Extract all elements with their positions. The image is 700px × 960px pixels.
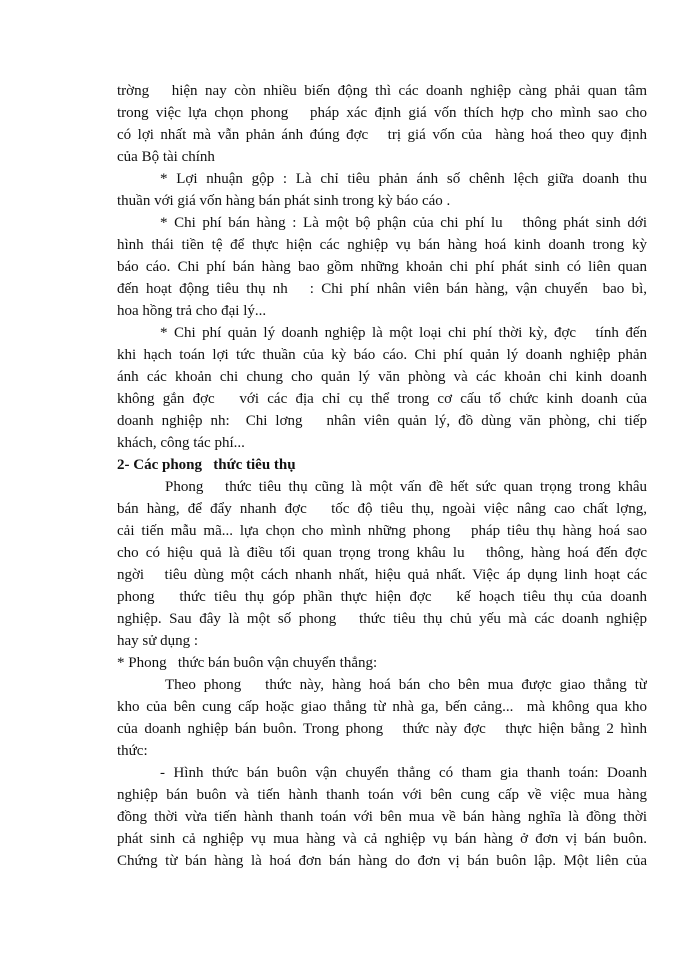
text-line: * Chi phí quản lý doanh nghiệp là một loại chi phí thời kỳ, đợc tính đến <box>160 325 647 341</box>
text-line: cho có hiệu quả là điều tối quan trọng trong khâu lu thông, hàng hoá đến đợc <box>117 545 647 561</box>
text-line: báo cáo. Chi phí bán hàng bao gồm những khoản chi phí phát sinh có liên quan <box>117 259 647 275</box>
text-line: phát sinh cả nghiệp vụ mua hàng và cả nghiệp vụ bán hàng ở đơn vị bán buôn. <box>117 831 647 847</box>
text-line: khách, công tác phí... <box>117 435 245 451</box>
text-line: của Bộ tài chính <box>117 149 215 165</box>
text-line: nghiệp. Sau đây là một số phong thức tiêu thụ chủ yếu mà các doanh nghiệp <box>117 611 647 627</box>
text-line: cải tiến mẫu mã... lựa chọn cho mình những phong pháp tiêu thụ hàng hoá sao <box>117 523 647 539</box>
text-line: ánh các khoản chi chung cho quản lý văn phòng và các khoản chi kinh doanh <box>117 369 647 385</box>
text-line: ngời tiêu dùng một cách nhanh nhất, hiệu quả nhất. Việc áp dụng linh hoạt các <box>117 567 647 583</box>
text-line: * Lợi nhuận gộp : Là chỉ tiêu phản ánh số chênh lệch giữa doanh thu <box>160 171 647 187</box>
text-line: thuần với giá vốn hàng bán phát sinh trong kỳ báo cáo . <box>117 193 451 209</box>
text-line: thức: <box>117 743 148 759</box>
text-line: Phong thức tiêu thụ cũng là một vấn đề hết sức quan trọng trong khâu <box>165 479 647 495</box>
text-line: đến hoạt động tiêu thụ nh : Chi phí nhân viên bán hàng, vận chuyển bao bì, <box>117 281 647 297</box>
text-line: Theo phong thức này, hàng hoá bán cho bên mua được giao thẳng từ <box>165 677 647 693</box>
section-heading: 2- Các phong thức tiêu thụ <box>117 457 296 473</box>
text-line: khi hạch toán lợi tức thuần của kỳ báo cáo. Chi phí quản lý doanh nghiệp phản <box>117 347 647 363</box>
text-line: * Chi phí bán hàng : Là một bộ phận của chi phí lu thông phát sinh dới <box>160 215 647 231</box>
text-line: * Phong thức bán buôn vận chuyển thẳng: <box>117 655 378 671</box>
text-line: Chứng từ bán hàng là hoá đơn bán hàng do đơn vị bán buôn lập. Một liên của <box>117 853 647 869</box>
text-line: đồng thời vừa tiến hành thanh toán với bên mua về bán hàng nghĩa là đồng thời <box>117 809 647 825</box>
text-line: - Hình thức bán buôn vận chuyển thẳng có tham gia thanh toán: Doanh <box>160 765 647 781</box>
text-line: trờng hiện nay còn nhiều biến động thì các doanh nghiệp càng phải quan tâm <box>117 83 647 99</box>
text-line: nghiệp bán buôn và tiến hành thanh toán với bên cung cấp về việc mua hàng <box>117 787 647 803</box>
text-line: của doanh nghiệp bán buôn. Trong phong thức này đợc thực hiện bằng 2 hình <box>117 721 647 737</box>
text-line: bán hàng, để đẩy nhanh đợc tốc độ tiêu thụ, ngoài việc nâng cao chất lợng, <box>117 501 647 517</box>
document-page <box>117 80 647 872</box>
text-line: hình thái tiền tệ để thực hiện các nghiệp vụ bán hàng hoá kinh doanh trong kỳ <box>117 237 647 253</box>
text-line: doanh nghiệp nh: Chi lơng nhân viên quản lý, đồ dùng văn phòng, chi tiếp <box>117 413 647 429</box>
text-line: không gắn đợc với các địa chỉ cụ thể trong cơ cấu tổ chức kinh doanh của <box>117 391 647 407</box>
text-line: có lợi nhất mà vẫn phản ánh đúng đợc trị giá vốn của hàng hoá theo quy định <box>117 127 647 143</box>
text-line: trong việc lựa chọn phong pháp xác định giá vốn thích hợp cho mình sao cho <box>117 105 647 121</box>
text-line: phong thức tiêu thụ góp phần thực hiện đợc kế hoạch tiêu thụ của doanh <box>117 589 647 605</box>
text-line: hoa hồng trả cho đại lý... <box>117 303 267 319</box>
text-line: hay sử dụng : <box>117 633 199 649</box>
text-line: kho của bên cung cấp hoặc giao thẳng từ nhà ga, bến cảng... mà không qua kho <box>117 699 647 715</box>
